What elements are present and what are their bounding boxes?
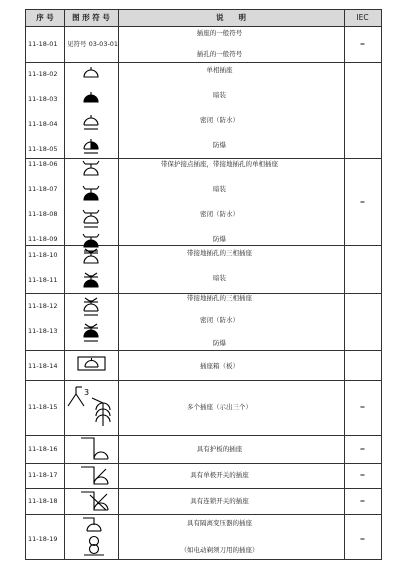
- row-description: 暗装: [213, 185, 226, 193]
- symbol-reference: 见符号 03-03-01: [67, 40, 119, 48]
- row-number: 11-18-15: [28, 403, 58, 411]
- row-description: 插座的一般符号: [196, 29, 243, 37]
- row-description: 暗装: [213, 274, 226, 282]
- row-number: 11-18-10: [28, 251, 58, 259]
- row-description: 单相插座: [206, 66, 233, 74]
- row-description: 具有隔离变压器的插座: [187, 519, 252, 527]
- row-number: 11-18-02: [28, 70, 58, 78]
- row-number: 11-18-08: [28, 210, 58, 218]
- socket-interlock-switch-icon: [80, 491, 110, 513]
- row-number: 11-18-04: [28, 120, 58, 128]
- iec-mark: =: [359, 198, 366, 206]
- row-description: 具有连锁开关的插座: [190, 497, 249, 505]
- row-divider: [26, 463, 381, 464]
- row-description: 防爆: [213, 141, 226, 149]
- socket-three-phase-concealed-icon: [80, 273, 102, 289]
- row-description: 密闭（防水）: [200, 316, 239, 324]
- header-iec: IEC: [356, 13, 369, 22]
- row-number: 11-18-01: [28, 40, 58, 48]
- row-number: 11-18-18: [28, 497, 58, 505]
- row-description: 带接地插孔的三相插座: [187, 294, 252, 302]
- header-desc: 说 明: [216, 13, 246, 22]
- row-divider: [26, 514, 381, 515]
- socket-box-icon: [77, 356, 107, 372]
- iec-mark: =: [359, 403, 366, 411]
- iec-mark: =: [359, 471, 366, 479]
- row-description: 防爆: [213, 235, 226, 243]
- row-divider: [26, 245, 381, 246]
- col-divider: [64, 10, 65, 559]
- socket-single-phase-icon: [81, 66, 101, 80]
- socket-protective-sealed-icon: [81, 210, 101, 228]
- row-number: 11-18-09: [28, 235, 58, 243]
- socket-single-switch-icon: [80, 466, 110, 486]
- row-description: 具有单极开关的插座: [190, 471, 249, 479]
- svg-text:3: 3: [84, 388, 90, 397]
- socket-sealed-icon: [81, 115, 101, 131]
- socket-isolating-transformer-icon: [82, 517, 110, 559]
- row-divider: [26, 488, 381, 489]
- row-divider: [26, 350, 381, 351]
- row-description: 带接地插孔的三相插座: [187, 249, 252, 257]
- socket-protective-contact-icon: [81, 161, 101, 177]
- header-num: 序 号: [36, 13, 54, 22]
- row-description: 插孔的一般符号: [196, 50, 243, 58]
- row-number: 11-18-19: [28, 535, 58, 543]
- row-divider: [26, 62, 381, 63]
- row-number: 11-18-16: [28, 445, 58, 453]
- socket-cover-plate-icon: [80, 437, 110, 461]
- header-symbol: 图 形 符 号: [72, 13, 110, 22]
- iec-mark: =: [359, 445, 366, 453]
- socket-three-phase-explosion-icon: [80, 324, 102, 342]
- socket-protective-concealed-icon: [81, 186, 101, 202]
- multiple-sockets-icon: [66, 382, 118, 434]
- iec-mark: =: [359, 497, 366, 505]
- row-number: 11-18-14: [28, 362, 58, 370]
- row-divider: [26, 435, 381, 436]
- row-number: 11-18-12: [28, 302, 58, 310]
- socket-three-phase-sealed-icon: [80, 298, 102, 316]
- row-divider: [26, 380, 381, 381]
- iec-mark: =: [359, 535, 366, 543]
- row-number: 11-18-07: [28, 185, 58, 193]
- symbol-table: [25, 9, 382, 560]
- row-number: 11-18-06: [28, 160, 58, 168]
- row-description: 暗装: [213, 91, 226, 99]
- row-description: （如电动剃须刀用的插座）: [180, 546, 259, 554]
- row-number: 11-18-17: [28, 471, 58, 479]
- row-number: 11-18-13: [28, 327, 58, 335]
- row-description: 具有护板的插座: [196, 445, 243, 453]
- socket-three-phase-icon: [80, 249, 102, 265]
- iec-mark: =: [359, 40, 366, 48]
- row-description: 插座箱（板）: [200, 362, 239, 370]
- socket-explosion-proof-icon: [81, 139, 101, 155]
- row-description: 防爆: [213, 339, 226, 347]
- row-divider: [26, 158, 381, 159]
- row-description: 带保护接点插座，带接地插孔的单相插座: [161, 160, 278, 168]
- row-number: 11-18-11: [28, 276, 58, 284]
- row-number: 11-18-05: [28, 145, 58, 153]
- row-description: 密闭（防水）: [200, 210, 239, 218]
- socket-concealed-icon: [81, 91, 101, 105]
- row-description: 密闭（防水）: [200, 116, 239, 124]
- row-number: 11-18-03: [28, 95, 58, 103]
- row-description: 多个插座（示出三个）: [187, 403, 252, 411]
